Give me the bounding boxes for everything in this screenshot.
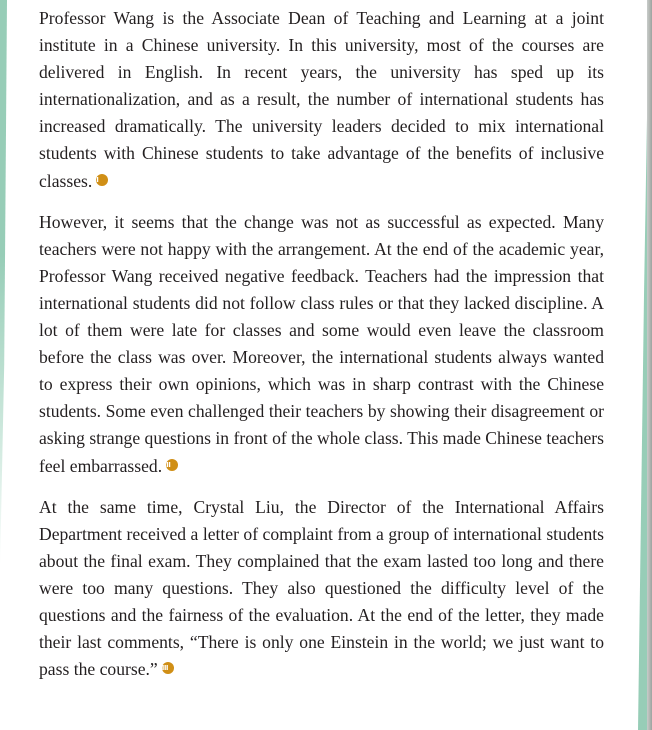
paragraph-text: However, it seems that the change was not as successful as expected. Many teachers were not happy with the arrangement. At the end of the academic year, Professor Wang received negative feedback. Teachers had the impression that international students did not follow class rules or that they lacked discipline. A lot of them were late for classes and some would even leave the classroom before the class was over. Moreover, the international students always wanted to express their own opinions, which was in sharp contrast with the Chinese students. Some even challenged their teachers by showing their disagreement or asking strange questions in front of the whole class. This made Chinese teachers feel embarrassed. (39, 211, 604, 476)
paragraph-2 (39, 209, 604, 480)
paragraph-text: Professor Wang is the Associate Dean of Teaching and Learning at a joint institute in a Chinese university. In this university, most of the courses are delivered in English. In recent years, the university has sped up its internationalization, and as a result, the number of international students has increased dramatically. The university leaders decided to mix international students with Chinese students to take advantage of the benefits of inclusive classes. (39, 8, 604, 191)
section-marker-icon: II (166, 459, 178, 471)
right-decorative-bar (638, 0, 652, 730)
left-decorative-bar (0, 0, 7, 730)
section-marker-icon: III (162, 662, 174, 674)
document-body (39, 5, 604, 697)
right-grey-edge (647, 0, 652, 730)
section-marker-icon: I (96, 174, 108, 186)
paragraph-text: At the same time, Crystal Liu, the Director of the International Affairs Department received a letter of complaint from a group of international students about the final exam. They complained that the exam lasted too long and there were too many questions. They also questioned the difficulty level of the questions and the fairness of the evaluation. At the end of the letter, they made their last comments, “There is only one Einstein in the world; we just want to pass the course.” (39, 496, 604, 680)
paragraph-3 (39, 494, 604, 684)
paragraph-1 (39, 5, 604, 195)
